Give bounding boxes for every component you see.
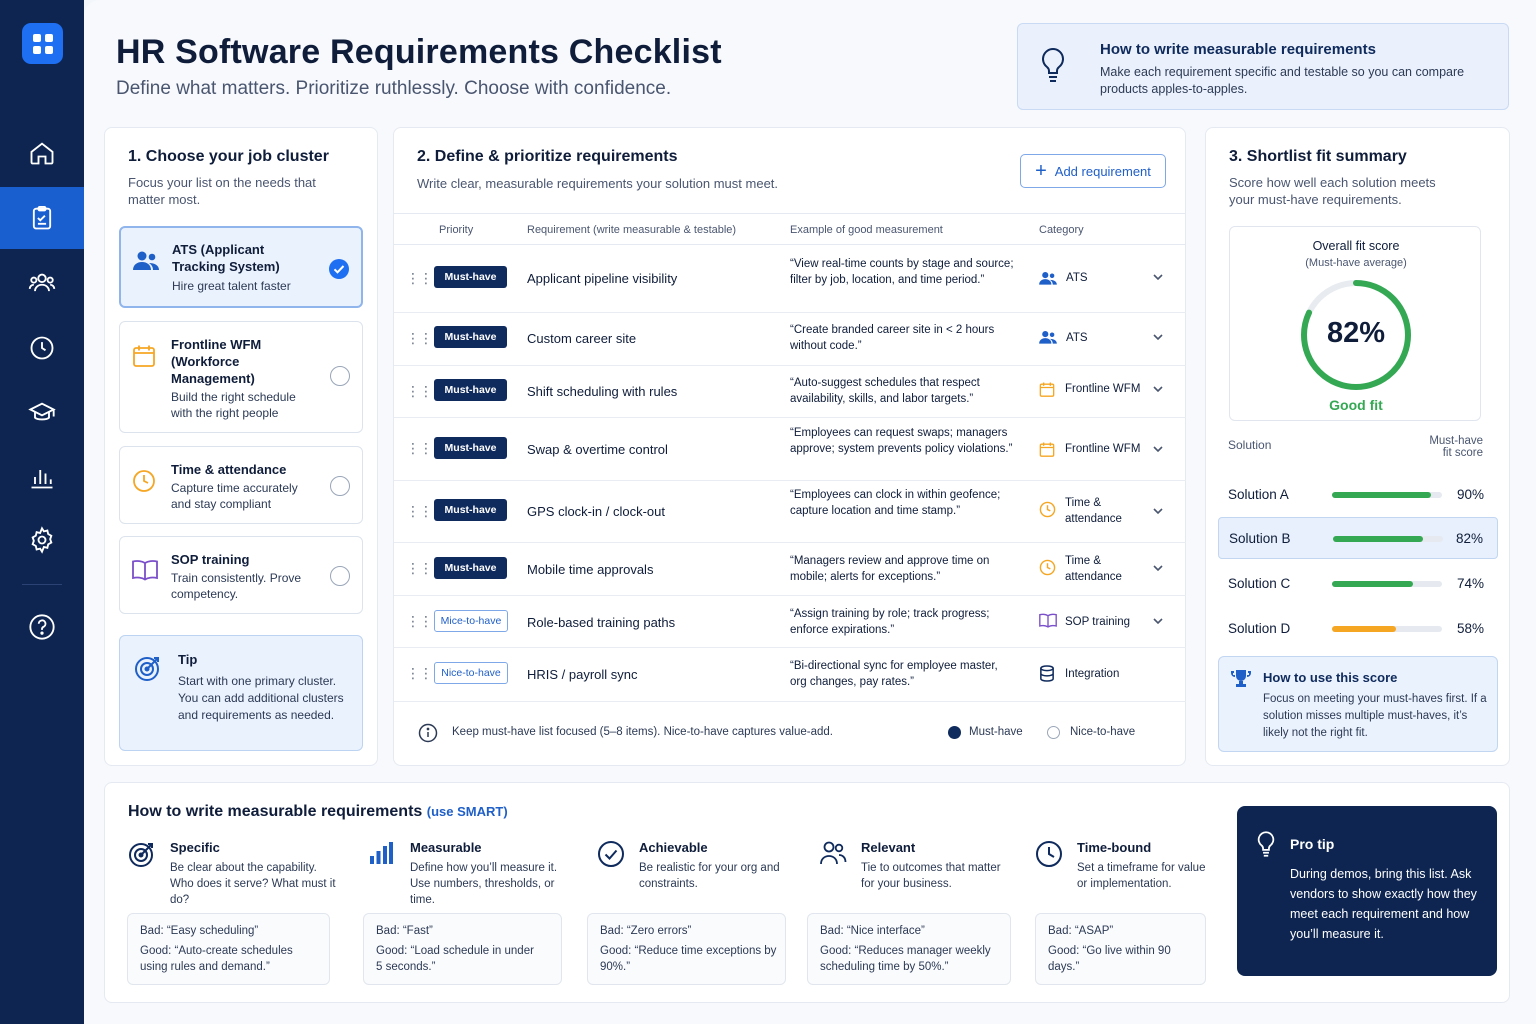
chevron-down-icon[interactable] <box>1152 382 1164 400</box>
category-label: Time & attendance <box>1065 555 1122 583</box>
check-circle-icon <box>597 840 625 873</box>
requirement-text[interactable]: Role-based training paths <box>527 615 676 630</box>
cluster-option-sop-training[interactable] <box>119 536 363 614</box>
priority-badge[interactable]: Mice-to-have <box>434 610 508 632</box>
requirement-text[interactable]: Shift scheduling with rules <box>527 384 678 399</box>
drag-handle-icon[interactable]: ⋮⋮ <box>406 613 432 629</box>
solution-score-fill <box>1333 536 1423 542</box>
cluster-title: ATS (Applicant Tracking System) <box>172 242 280 274</box>
smart-title-text: How to write measurable requirements <box>128 803 423 820</box>
good-example: Good: “Load schedule in under 5 seconds.” <box>376 945 534 973</box>
good-example: Good: “Reduces manager weekly scheduling time by 50%.” <box>820 945 991 973</box>
cluster-title: Time & attendance <box>171 462 287 477</box>
smart-example-time-bound <box>1035 913 1206 985</box>
nav-clock-icon[interactable] <box>0 317 84 379</box>
chevron-down-icon[interactable] <box>1152 270 1164 288</box>
table-row[interactable] <box>394 543 1186 596</box>
requirements-card <box>393 127 1186 766</box>
solution-score: 90% <box>1456 487 1484 502</box>
category-label: Time & attendance <box>1065 497 1122 525</box>
smart-example-achievable <box>587 913 786 985</box>
nav-bar-chart-icon[interactable] <box>0 446 84 508</box>
footer-note: Keep must-have list focused (5–8 items). Nice-to-have captures value-add. <box>452 726 833 738</box>
calendar-icon <box>1039 381 1055 403</box>
category-label: ATS <box>1066 272 1088 284</box>
col-example: Example of good measurement <box>790 224 943 236</box>
requirement-text[interactable]: Custom career site <box>527 331 637 346</box>
bad-example: Bad: “Easy scheduling” <box>140 925 259 937</box>
example-text: “View real-time counts by stage and source; filter by job, location, and time period.” <box>790 258 1014 286</box>
drag-handle-icon[interactable]: ⋮⋮ <box>406 560 432 576</box>
example-text: “Employees can clock in within geofence; capture location and time stamp.” <box>790 489 1001 517</box>
bad-example: Bad: “Zero errors” <box>600 925 692 937</box>
nav-graduation-cap-icon[interactable] <box>0 382 84 444</box>
example-text: “Managers review and approve time on mobile; alerts for exceptions.” <box>790 555 990 583</box>
tip-text: Start with one primary cluster. You can add additional clusters and requirements as needed. <box>178 674 344 722</box>
requirement-text[interactable]: Mobile time approvals <box>527 562 654 577</box>
clock-icon <box>1035 840 1063 873</box>
pro-tip-panel <box>1237 806 1497 976</box>
overall-fit-gauge <box>1229 226 1481 421</box>
solution-score-bar <box>1332 581 1442 587</box>
nav-checklist-icon[interactable] <box>0 187 84 249</box>
drag-handle-icon[interactable]: ⋮⋮ <box>406 383 432 399</box>
tip-title: Tip <box>178 652 198 667</box>
smart-item-desc: Tie to outcomes that matter for your business. <box>861 862 1001 890</box>
shortlist-summary-card <box>1205 127 1510 766</box>
smart-example-relevant <box>807 913 1011 985</box>
drag-handle-icon[interactable]: ⋮⋮ <box>406 503 432 519</box>
col-requirement: Requirement (write measurable & testable) <box>527 224 737 236</box>
priority-badge[interactable]: Must-have <box>434 437 507 459</box>
table-row[interactable] <box>394 366 1186 418</box>
nav-home-icon[interactable] <box>0 122 84 184</box>
users-icon <box>133 250 159 277</box>
category-label: Frontline WFM <box>1065 443 1141 455</box>
summary-title: 3. Shortlist fit summary <box>1229 148 1407 165</box>
smart-title-suffix: (use SMART) <box>426 804 508 819</box>
smart-title <box>128 803 508 821</box>
col-solution: Solution <box>1228 438 1272 452</box>
cluster-radio[interactable] <box>330 476 350 496</box>
col-score-line1: Must-have <box>1429 435 1483 447</box>
trophy-icon <box>1230 669 1252 694</box>
nav-users-icon[interactable] <box>0 252 84 314</box>
table-row[interactable] <box>394 481 1186 543</box>
cluster-radio[interactable] <box>330 566 350 586</box>
solution-score-fill <box>1332 581 1413 587</box>
solution-score: 82% <box>1455 531 1483 546</box>
requirement-text[interactable]: Applicant pipeline visibility <box>527 271 678 286</box>
good-example: Good: “Auto-create schedules using rules and demand.” <box>140 945 293 973</box>
table-row[interactable] <box>394 246 1186 313</box>
bad-example: Bad: “ASAP” <box>1048 925 1114 937</box>
table-row[interactable] <box>394 596 1186 648</box>
bar-chart-icon <box>368 840 394 871</box>
category-label: Frontline WFM <box>1065 383 1141 395</box>
lightbulb-icon <box>1038 46 1068 89</box>
solution-row[interactable] <box>1218 517 1498 559</box>
cluster-desc: Capture time accurately and stay compliant <box>171 481 298 511</box>
cluster-title: SOP training <box>171 552 250 567</box>
drag-handle-icon[interactable]: ⋮⋮ <box>406 665 432 681</box>
gauge-title: Overall fit score <box>1312 239 1400 253</box>
clock-icon <box>1039 559 1056 581</box>
plus-icon: + <box>1035 160 1047 182</box>
smart-example-measurable <box>363 913 562 985</box>
nav-help-icon[interactable] <box>0 596 84 658</box>
book-icon <box>132 559 158 586</box>
drag-handle-icon[interactable]: ⋮⋮ <box>406 270 432 286</box>
gauge-subtitle: (Must-have average) <box>1305 257 1407 269</box>
book-icon <box>1039 613 1057 633</box>
cluster-desc: Train consistently. Prove competency. <box>171 571 302 601</box>
solution-row[interactable] <box>1218 608 1498 650</box>
example-text: “Assign training by role; track progress; enforce expirations.” <box>790 608 990 636</box>
solution-score: 74% <box>1456 576 1484 591</box>
good-example: Good: “Reduce time exceptions by 90%.” <box>600 945 777 973</box>
howto-title: How to use this score <box>1263 670 1398 685</box>
bad-example: Bad: “Fast” <box>376 925 433 937</box>
smart-item-title: Relevant <box>861 840 916 855</box>
category-label: Integration <box>1065 668 1120 680</box>
job-cluster-card <box>104 127 378 766</box>
calendar-icon <box>1039 441 1055 463</box>
users-icon <box>819 840 847 871</box>
howto-text: Focus on meeting your must-haves first. If a solution misses multiple must-haves, it’s likely not the right fit. <box>1263 693 1487 739</box>
solution-score-bar <box>1333 536 1443 542</box>
smart-item-title: Achievable <box>639 840 708 855</box>
users-icon <box>1039 330 1057 350</box>
priority-badge[interactable]: Must-have <box>434 557 507 579</box>
clock-icon <box>132 469 156 498</box>
solution-name: Solution B <box>1229 531 1291 546</box>
nice-to-have-legend-dot <box>1047 726 1060 739</box>
target-icon <box>128 840 156 873</box>
clock-icon <box>1039 501 1056 523</box>
table-row[interactable] <box>394 313 1186 366</box>
legend-must-label: Must-have <box>969 726 1023 738</box>
smart-item-desc: Be clear about the capability. Who does it serve? What must it do? <box>170 862 336 906</box>
requirements-title: 2. Define & prioritize requirements <box>417 148 678 165</box>
example-text: “Auto-suggest schedules that respect availability, skills, and labor targets.” <box>790 377 980 405</box>
smart-item-desc: Set a timeframe for value or implementation. <box>1077 862 1206 890</box>
how-to-use-score <box>1218 656 1498 752</box>
solution-name: Solution D <box>1228 621 1291 636</box>
solution-name: Solution A <box>1228 487 1289 502</box>
page-title: HR Software Requirements Checklist <box>116 33 722 71</box>
cluster-card-subtitle: Focus your list on the needs that matter most. <box>128 175 316 207</box>
add-requirement-label: Add requirement <box>1054 163 1151 179</box>
cluster-card-title: 1. Choose your job cluster <box>128 148 329 165</box>
solution-score-fill <box>1332 626 1396 632</box>
users-icon <box>1039 271 1057 291</box>
solution-score-bar <box>1332 626 1442 632</box>
example-text: “Create branded career site in < 2 hours without code.” <box>790 324 995 352</box>
protip-text: During demos, bring this list. Ask vendors to show exactly how they meet each requirement and how you’ll measure it. <box>1290 867 1477 941</box>
col-category: Category <box>1039 224 1084 236</box>
page-subtitle: Define what matters. Prioritize ruthlessly. Choose with confidence. <box>116 78 672 99</box>
smart-item-desc: Be realistic for your org and constraints. <box>639 862 780 890</box>
cluster-title: Frontline WFM (Workforce Management) <box>171 337 262 386</box>
nav-gear-icon[interactable] <box>0 509 84 571</box>
protip-title: Pro tip <box>1290 836 1335 852</box>
cluster-desc: Build the right schedule with the right people <box>171 390 296 420</box>
gauge-label: Good fit <box>1329 397 1383 413</box>
col-score-line2: fit score <box>1442 447 1483 459</box>
nav-divider <box>22 584 62 585</box>
drag-handle-icon[interactable]: ⋮⋮ <box>406 330 432 346</box>
col-score-header <box>1429 435 1483 459</box>
hint-title: How to write measurable requirements <box>1100 41 1376 58</box>
table-row[interactable] <box>394 418 1186 481</box>
info-icon <box>418 723 438 746</box>
chevron-down-icon[interactable] <box>1152 330 1164 348</box>
lightbulb-icon <box>1255 830 1277 863</box>
requirement-text[interactable]: GPS clock-in / clock-out <box>527 504 665 519</box>
priority-badge[interactable]: Must-have <box>434 499 507 521</box>
smart-example-specific <box>127 913 330 985</box>
sidebar <box>0 0 84 1024</box>
solution-row[interactable] <box>1218 474 1498 516</box>
requirements-legend <box>418 723 1158 743</box>
cluster-tip <box>119 635 363 751</box>
solution-score-fill <box>1332 492 1431 498</box>
category-label: SOP training <box>1065 616 1130 628</box>
add-requirement-button[interactable] <box>1020 154 1166 188</box>
target-icon <box>134 654 162 687</box>
app-logo-icon[interactable] <box>22 23 63 64</box>
gauge-value: 82% <box>1326 317 1386 349</box>
solution-row[interactable] <box>1218 563 1498 605</box>
smart-item-title: Time-bound <box>1077 840 1152 855</box>
hint-description: Make each requirement specific and testable so you can compare products apples-to-apples. <box>1100 65 1465 96</box>
good-example: Good: “Go live within 90 days.” <box>1048 945 1171 973</box>
cluster-option-frontline-wfm[interactable] <box>119 321 363 433</box>
summary-subtitle: Score how well each solution meets your must-have requirements. <box>1229 175 1436 207</box>
col-priority: Priority <box>439 224 474 236</box>
priority-badge[interactable]: Must-have <box>434 379 507 401</box>
bad-example: Bad: “Nice interface” <box>820 925 925 937</box>
solution-score: 58% <box>1456 621 1484 636</box>
solution-score-bar <box>1332 492 1442 498</box>
cluster-desc: Hire great talent faster <box>172 279 291 293</box>
cluster-selected-check-icon[interactable] <box>329 259 349 279</box>
drag-handle-icon[interactable]: ⋮⋮ <box>406 440 432 456</box>
cluster-option-ats[interactable] <box>119 226 363 308</box>
database-icon <box>1039 665 1055 687</box>
chevron-down-icon[interactable] <box>1152 504 1164 522</box>
smart-item-desc: Define how you’ll measure it. Use numbers, thresholds, or time. <box>410 862 558 906</box>
cluster-radio[interactable] <box>330 366 350 386</box>
priority-badge[interactable]: Must-have <box>434 266 507 288</box>
chevron-down-icon[interactable] <box>1152 561 1164 579</box>
chevron-down-icon[interactable] <box>1152 614 1164 632</box>
solution-name: Solution C <box>1228 576 1291 591</box>
legend-nice-label: Nice-to-have <box>1070 726 1136 738</box>
smart-item-title: Measurable <box>410 840 482 855</box>
measurable-hint-banner <box>1017 23 1509 110</box>
priority-badge[interactable]: Nice-to-have <box>434 662 508 684</box>
chevron-down-icon[interactable] <box>1152 442 1164 460</box>
must-have-legend-dot <box>948 726 961 739</box>
requirements-table-header <box>394 213 1186 245</box>
requirement-text[interactable]: HRIS / payroll sync <box>527 667 638 682</box>
requirement-text[interactable]: Swap & overtime control <box>527 442 668 457</box>
calendar-icon <box>132 344 156 373</box>
example-text: “Employees can request swaps; managers approve; system prevents policy violations.” <box>790 427 1013 455</box>
priority-badge[interactable]: Must-have <box>434 326 507 348</box>
requirements-subtitle: Write clear, measurable requirements your solution must meet. <box>417 176 779 191</box>
category-label: ATS <box>1066 332 1088 344</box>
cluster-option-time-attendance[interactable] <box>119 446 363 524</box>
smart-item-title: Specific <box>170 840 220 855</box>
example-text: “Bi-directional sync for employee master, org changes, pay rates.” <box>790 660 998 688</box>
table-row[interactable] <box>394 648 1186 702</box>
